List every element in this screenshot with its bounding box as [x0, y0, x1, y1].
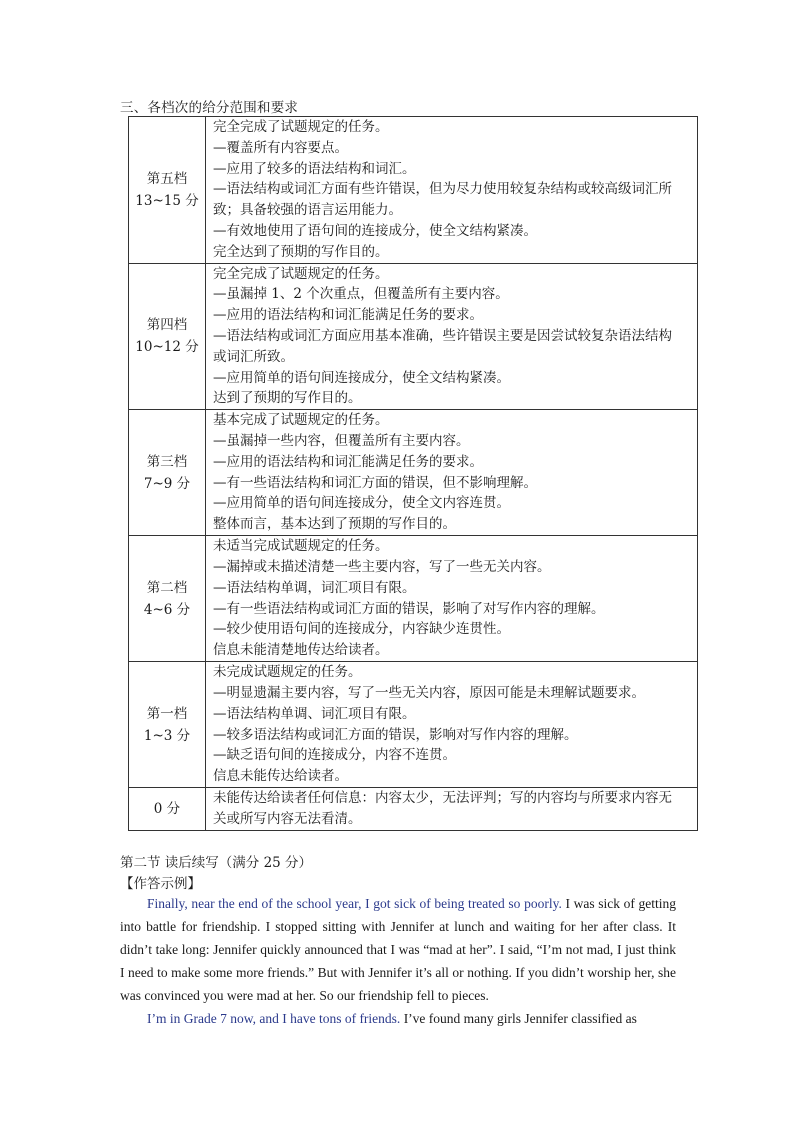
- grade-range: 1~3 分: [143, 727, 191, 744]
- paragraph-opening-sentence: Finally, near the end of the school year, I got sick of being treated so poorly.: [147, 896, 562, 911]
- criteria-line: —漏掉或未描述清楚一些主要内容，写了一些无关内容。: [213, 559, 551, 576]
- criteria-line: —语法结构或词汇方面有些许错误，但为尽力使用较复杂结构或较高级词汇所: [213, 181, 672, 198]
- criteria-cell: [206, 117, 698, 264]
- grade-range: 4~6 分: [143, 601, 191, 618]
- criteria-line: 未适当完成试题规定的任务。: [213, 538, 389, 555]
- rubric-table: [128, 116, 698, 831]
- criteria-line: —缺乏语句间的连接成分，内容不连贯。: [213, 747, 456, 764]
- grade-level: 第一档: [146, 705, 188, 722]
- criteria-line: —虽漏掉 1、2 个次重点，但覆盖所有主要内容。: [213, 286, 509, 303]
- criteria-line: —有一些语法结构和词汇方面的错误，但不影响理解。: [213, 474, 537, 491]
- criteria-line: —语法结构单调、词汇项目有限。: [213, 705, 416, 722]
- criteria-line: —有效地使用了语句间的连接成分，使全文结构紧凑。: [213, 222, 537, 239]
- grade-range: 10~12 分: [135, 339, 199, 356]
- criteria-line: 完全完成了试题规定的任务。: [213, 265, 389, 282]
- criteria-line: —覆盖所有内容要点。: [213, 139, 348, 156]
- grade-cell: [129, 662, 206, 788]
- criteria-cell: [206, 263, 698, 410]
- criteria-line: 未完成试题规定的任务。: [213, 664, 362, 681]
- criteria-line: 基本完成了试题规定的任务。: [213, 412, 389, 429]
- sample-essay: [120, 892, 676, 1030]
- criteria-line: —较少使用语句间的连接成分，内容缺少连贯性。: [213, 621, 510, 638]
- criteria-line: —有一些语法结构或词汇方面的错误，影响了对写作内容的理解。: [213, 600, 605, 617]
- criteria-line: —应用了较多的语法结构和词汇。: [213, 160, 416, 177]
- rubric-row-2: [129, 536, 698, 662]
- criteria-line: 达到了预期的写作目的。: [213, 390, 362, 407]
- criteria-line: 关或所写内容无法看清。: [213, 810, 362, 827]
- grade-range: 13~15 分: [135, 192, 199, 209]
- criteria-line: 未能传达给读者任何信息：内容太少，无法评判；写的内容均与所要求内容无: [213, 790, 672, 807]
- criteria-cell: [206, 662, 698, 788]
- criteria-line: —应用的语法结构和词汇能满足任务的要求。: [213, 453, 483, 470]
- criteria-cell: [206, 536, 698, 662]
- criteria-line: —语法结构单调，词汇项目有限。: [213, 579, 416, 596]
- paragraph-body: I’ve found many girls Jennifer classified as: [400, 1011, 637, 1026]
- criteria-line: 或词汇所致。: [213, 348, 294, 365]
- paragraph-body: I was sick of getting into battle for friendship. I stopped sitting with Jennifer at lunch and waiting for her after class. It didn’t take long: Jennifer quickly announced that I was “mad at her”. I said, “I’m not mad, I just think I need to make some more friends.” But with Jennifer it’s all or nothing. If you didn’t worship her, she was convinced you were mad at her. So our friendship fell to pieces.: [120, 896, 677, 1003]
- essay-paragraph: [120, 1007, 676, 1030]
- sample-answer-label: 【作答示例】: [120, 876, 201, 892]
- grade-range: 0 分: [153, 800, 181, 817]
- grade-level: 第二档: [146, 579, 188, 596]
- criteria-line: —应用简单的语句间连接成分，使全文内容连贯。: [213, 495, 510, 512]
- criteria-line: —虽漏掉一些内容，但覆盖所有主要内容。: [213, 433, 470, 450]
- section-title: 三、各档次的给分范围和要求: [120, 100, 299, 116]
- grade-level: 第五档: [146, 170, 188, 187]
- grade-cell: [129, 263, 206, 410]
- criteria-line: 致；具备较强的语言运用能力。: [213, 202, 402, 219]
- grade-cell: [129, 117, 206, 264]
- grade-level: 第四档: [146, 317, 188, 334]
- grade-cell: [129, 536, 206, 662]
- criteria-cell: [206, 410, 698, 536]
- criteria-cell: [206, 788, 698, 831]
- criteria-line: 完全达到了预期的写作目的。: [213, 243, 389, 260]
- criteria-line: —较多语法结构或词汇方面的错误，影响对写作内容的理解。: [213, 726, 578, 743]
- criteria-line: 信息未能传达给读者。: [213, 768, 348, 785]
- grade-cell: [129, 410, 206, 536]
- grade-cell: [129, 788, 206, 831]
- rubric-row-4: [129, 263, 698, 410]
- part-two-heading: 第二节 读后续写（满分 25 分）: [120, 855, 313, 871]
- criteria-line: 整体而言，基本达到了预期的写作目的。: [213, 516, 456, 533]
- grade-range: 7~9 分: [143, 475, 191, 492]
- criteria-line: —明显遗漏主要内容，写了一些无关内容，原因可能是未理解试题要求。: [213, 685, 645, 702]
- criteria-line: —语法结构或词汇方面应用基本准确，些许错误主要是因尝试较复杂语法结构: [213, 327, 672, 344]
- rubric-row-1: [129, 662, 698, 788]
- criteria-line: 信息未能清楚地传达给读者。: [213, 642, 389, 659]
- rubric-row-5: [129, 117, 698, 264]
- criteria-line: 完全完成了试题规定的任务。: [213, 119, 389, 135]
- essay-paragraph: [120, 892, 676, 1007]
- rubric-row-0: [129, 788, 698, 831]
- paragraph-opening-sentence: I’m in Grade 7 now, and I have tons of friends.: [147, 1011, 401, 1026]
- criteria-line: —应用简单的语句间连接成分，使全文结构紧凑。: [213, 369, 510, 386]
- rubric-row-3: [129, 410, 698, 536]
- grade-level: 第三档: [146, 453, 188, 470]
- criteria-line: —应用的语法结构和词汇能满足任务的要求。: [213, 307, 483, 324]
